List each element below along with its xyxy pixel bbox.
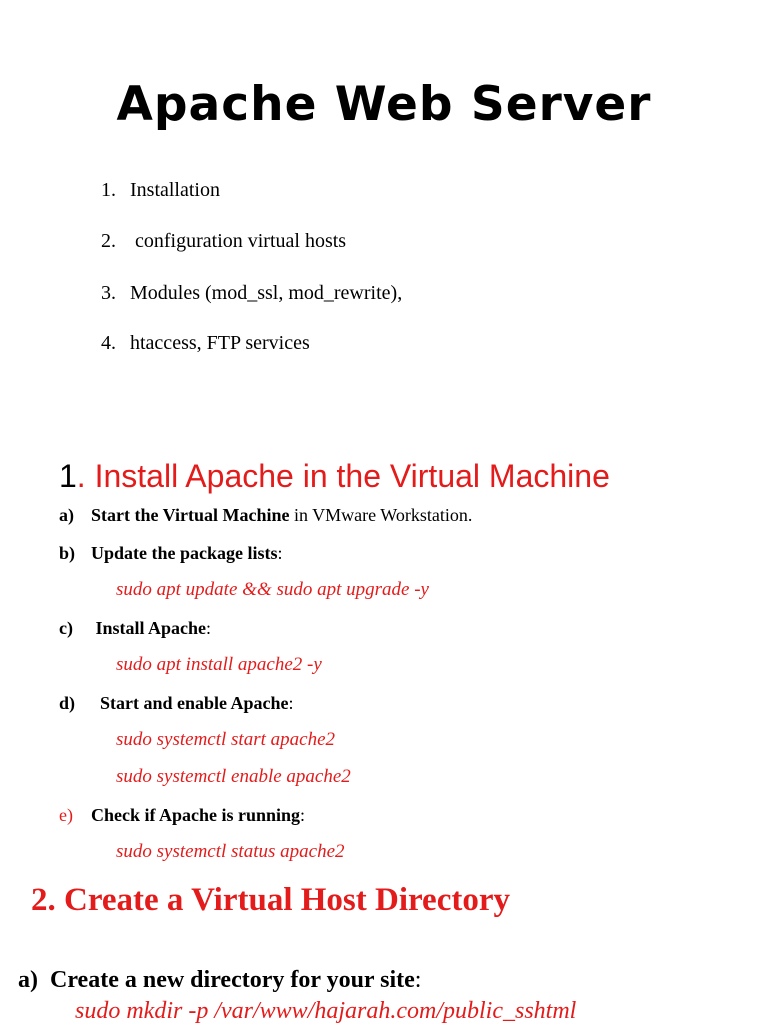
- step-label: c): [59, 618, 73, 638]
- step-rest: :: [414, 967, 422, 993]
- section-1-heading: [59, 456, 610, 496]
- step-a: [59, 504, 472, 526]
- toc-number: 2.: [101, 230, 116, 252]
- command-text: sudo systemctl status apache2: [116, 841, 345, 862]
- step-d: [59, 692, 294, 714]
- toc-item-2: [101, 229, 346, 253]
- toc-text: Installation: [130, 179, 220, 201]
- step-b: [59, 542, 283, 564]
- toc-number: 1.: [101, 179, 116, 201]
- section-2-step-a: [18, 965, 421, 995]
- step-title: Check if Apache is running: [91, 805, 301, 825]
- step-rest: :: [277, 543, 283, 563]
- toc-item-3: [101, 281, 402, 305]
- command-text: sudo apt update && sudo apt upgrade -y: [116, 579, 429, 600]
- toc-number: 3.: [101, 282, 116, 304]
- step-title: Create a new directory for your site: [50, 967, 415, 993]
- step-label: b): [59, 543, 76, 563]
- step-label: d): [59, 693, 76, 713]
- step-title: Update the package lists: [91, 543, 278, 563]
- step-title: Start and enable Apache: [91, 693, 289, 713]
- step-rest: :: [206, 618, 212, 638]
- step-label: e): [59, 805, 73, 825]
- step-c: [59, 617, 211, 639]
- section-1-title: . Install Apache in the Virtual Machine: [76, 458, 610, 494]
- toc-text: htaccess, FTP services: [130, 332, 310, 354]
- step-rest: :: [300, 805, 306, 825]
- step-e: [59, 804, 305, 826]
- command-text: sudo systemctl start apache2: [116, 729, 336, 750]
- step-rest: :: [288, 693, 294, 713]
- page-title: Apache Web Server: [116, 77, 652, 132]
- command-text: sudo systemctl enable apache2: [116, 766, 351, 787]
- toc-text: Modules (mod_ssl, mod_rewrite),: [130, 282, 403, 304]
- command-text: sudo apt install apache2 -y: [116, 654, 322, 675]
- section-1-number: 1: [59, 458, 77, 494]
- toc-number: 4.: [101, 332, 116, 354]
- step-label: a): [59, 505, 74, 525]
- step-rest: in VMware Workstation.: [289, 505, 473, 525]
- step-title: Install Apache: [91, 618, 207, 638]
- step-label: a): [18, 967, 38, 993]
- toc-item-1: [101, 178, 220, 202]
- step-title: Start the Virtual Machine: [91, 505, 290, 525]
- section-2-heading: 2. Create a Virtual Host Directory: [31, 882, 510, 918]
- toc-text: configuration virtual hosts: [130, 230, 347, 252]
- toc-item-4: [101, 331, 310, 355]
- command-text: sudo mkdir -p /var/www/hajarah.com/public_sshtml: [75, 998, 577, 1024]
